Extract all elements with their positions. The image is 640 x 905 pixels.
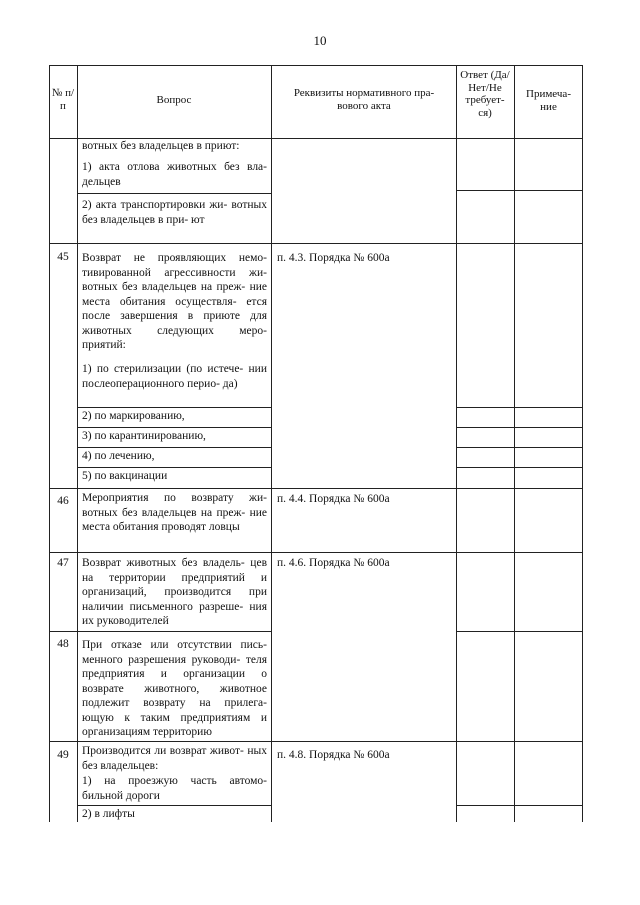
row-49-ref: п. 4.8. Порядка № 600а [277, 749, 390, 761]
continuation-item-1: 1) акта отлова животных без вла- дельцев [82, 161, 267, 188]
header-question: Вопрос [156, 94, 192, 106]
row-45-sub-2: 2) по маркированию, [82, 410, 185, 422]
table-border-left [49, 65, 50, 822]
header-note: Примеча- ние [526, 88, 571, 113]
subrow-divider-question [77, 805, 271, 806]
subrow-divider-answer [456, 805, 583, 806]
row-48-question: При отказе или отсутствии пись- менного разрешения руководи- теля предприятия и организации о возврате животного, животное подлежит возврату на прилега- ющую к таким предприятиям и организациям территорию [82, 639, 267, 738]
subrow-divider-question [49, 631, 271, 632]
column-divider [514, 65, 515, 822]
row-45-question: Возврат не проявляющих немо- тивированной агрессивности жи- вотных без владельцев на преж- ние места обитания осуществля- ется после завершения в приюте для животных следующих меро- приятий: [82, 252, 267, 351]
subrow-divider-answer [456, 190, 583, 191]
header-answer: Ответ (Да/ Нет/Не требует- ся) [460, 69, 510, 119]
subrow-divider-question [77, 193, 271, 194]
subrow-divider-question [77, 447, 271, 448]
row-45-sub-5: 5) по вакцинации [82, 470, 168, 482]
row-48-num: 48 [57, 638, 69, 650]
row-45-num: 45 [57, 251, 69, 263]
row-49-sub-1: 1) на проезжую часть автомо- бильной дороги [82, 775, 267, 802]
subrow-divider-answer [456, 427, 583, 428]
row-47-ref: п. 4.6. Порядка № 600а [277, 557, 390, 569]
row-45-ref: п. 4.3. Порядка № 600а [277, 252, 390, 264]
row-49-num: 49 [57, 749, 69, 761]
column-divider [77, 65, 78, 822]
row-45-sub-4: 4) по лечению, [82, 450, 155, 462]
continuation-intro: вотных без владельцев в приют: [82, 140, 240, 152]
row-49-sub-2: 2) в лифты [82, 808, 135, 820]
checklist-table [49, 65, 583, 822]
continuation-item-2: 2) акта транспортировки жи- вотных без владельцев в при- ют [82, 199, 267, 226]
table-border-right [582, 65, 583, 822]
column-divider [456, 65, 457, 822]
row-45-sub-3: 3) по карантинированию, [82, 430, 206, 442]
subrow-divider-answer [456, 467, 583, 468]
row-divider [49, 741, 583, 742]
row-45-sub-1: 1) по стерилизации (по истече- нии послеоперационного перио- да) [82, 363, 267, 390]
column-divider [271, 65, 272, 822]
table-border-top [49, 65, 583, 66]
subrow-divider-answer [456, 407, 583, 408]
row-divider [49, 552, 583, 553]
header-num: № п/п [51, 87, 75, 112]
row-46-ref: п. 4.4. Порядка № 600а [277, 493, 390, 505]
page-number: 10 [313, 33, 327, 48]
subrow-divider-question [77, 407, 271, 408]
row-46-question: Мероприятия по возврату жи- вотных без владельцев на преж- ние места обитания проводят ловцы [82, 492, 267, 533]
row-46-num: 46 [57, 495, 69, 507]
subrow-divider-question [77, 467, 271, 468]
subrow-divider-question [77, 427, 271, 428]
row-divider [49, 488, 583, 489]
subrow-divider-answer [456, 631, 583, 632]
row-divider [49, 243, 583, 244]
row-47-num: 47 [57, 557, 69, 569]
subrow-divider-answer [456, 447, 583, 448]
row-49-question: Производится ли возврат живот- ных без владельцев: [82, 745, 267, 772]
header-requisites: Реквизиты нормативного пра- вового акта [293, 87, 435, 112]
row-47-question: Возврат животных без владель- цев на территории предприятий и организаций, производится при наличии письменного разреше- ния их руководителей [82, 557, 267, 627]
